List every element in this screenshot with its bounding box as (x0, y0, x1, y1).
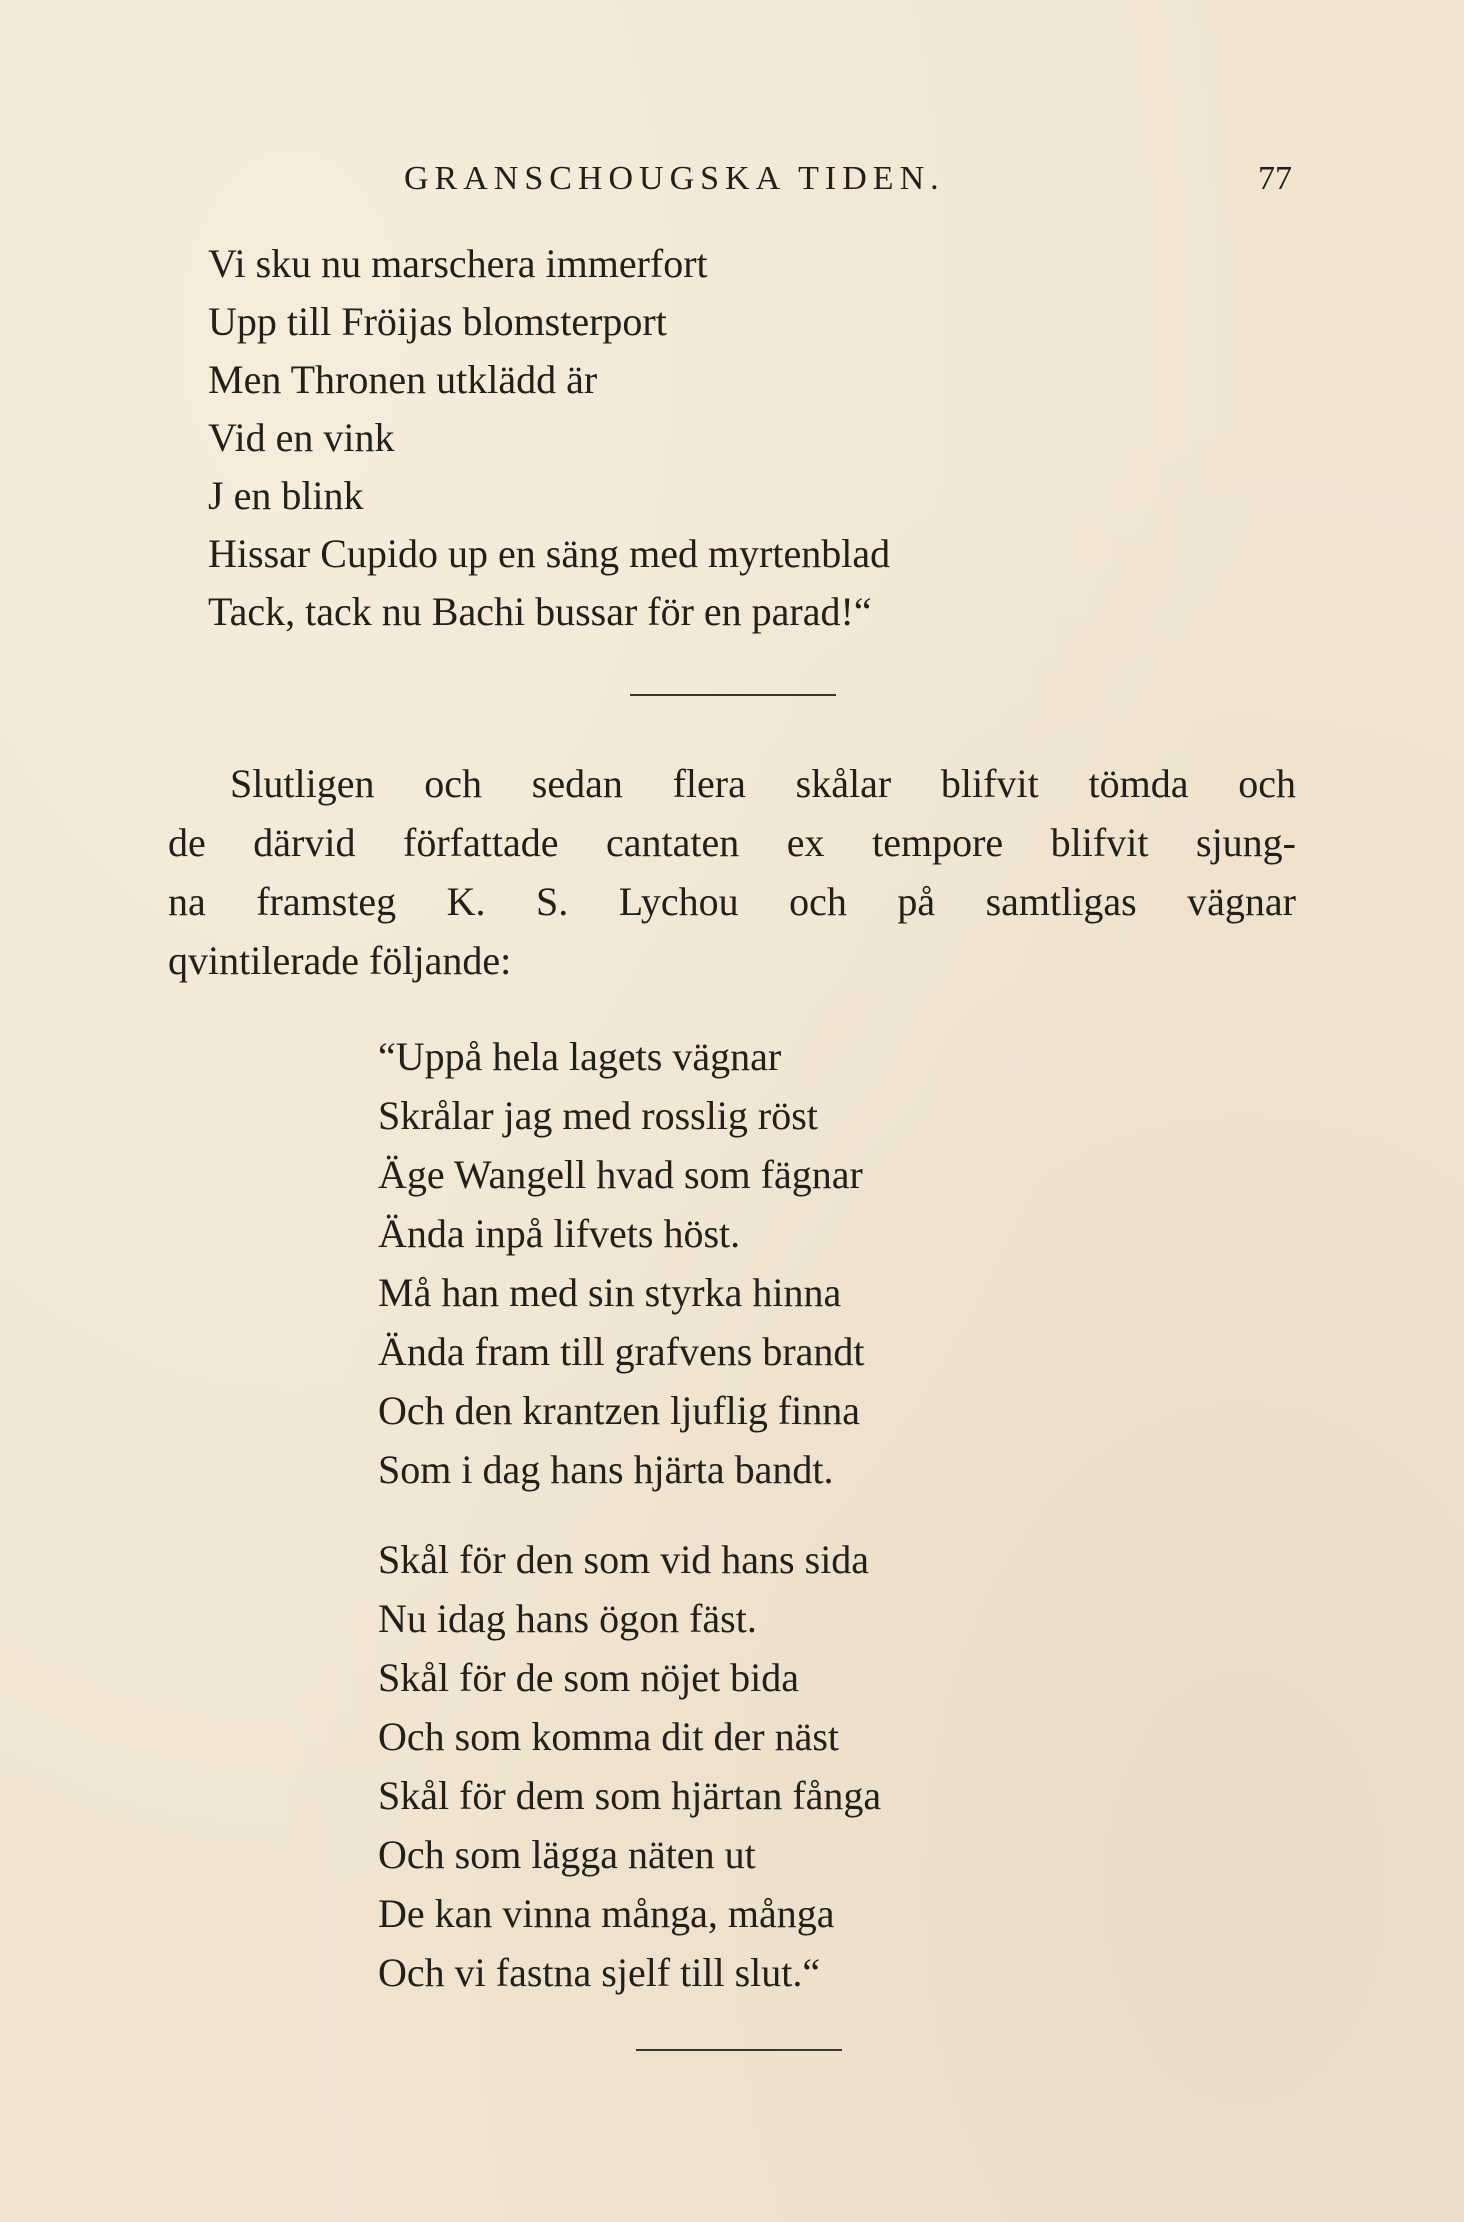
verse-line: Och som lägga näten ut (378, 1832, 756, 1877)
poem-stanza-1 (378, 1027, 865, 1499)
verse-line: Nu idag hans ögon fäst. (378, 1596, 757, 1641)
verse-line: Må han med sin styrka hinna (378, 1270, 842, 1315)
verse-line: Äge Wangell hvad som fägnar (378, 1152, 863, 1197)
verse-line: Men Thronen utklädd är (208, 357, 598, 402)
verse-line: Upp till Fröijas blomsterport (208, 299, 667, 344)
prose-line: na framsteg K. S. Lychou och på samtligas vägnar (168, 879, 1296, 924)
verse-line: Skål för den som vid hans sida (378, 1537, 870, 1582)
prose-line: qvintilerade följande: (168, 938, 512, 983)
verse-line: Som i dag hans hjärta bandt. (378, 1447, 834, 1492)
section-divider (630, 694, 836, 696)
verse-line: Och som komma dit der näst (378, 1714, 840, 1759)
verse-line: Skål för de som nöjet bida (378, 1655, 800, 1700)
verse-line: “Uppå hela lagets vägnar (378, 1034, 782, 1079)
poem-stanza-2 (378, 1530, 881, 2002)
section-divider (636, 2049, 842, 2051)
verse-line: Tack, tack nu Bachi bussar för en parad!“ (208, 589, 872, 634)
verse-line: Skrålar jag med rosslig röst (378, 1093, 818, 1138)
page-number: 77 (1258, 160, 1292, 197)
verse-line: J en blink (208, 473, 364, 518)
prose-paragraph (168, 754, 1296, 990)
verse-line: Ända fram till grafvens brandt (378, 1329, 865, 1374)
verse-line: Vid en vink (208, 415, 395, 460)
prose-line: Slutligen och sedan flera skålar blifvit tömda och (230, 761, 1296, 806)
opening-verse (208, 235, 890, 641)
verse-line: Och vi fastna sjelf till slut.“ (378, 1950, 821, 1995)
prose-line: de därvid författade cantaten ex tempore blifvit sjung- (168, 820, 1296, 865)
verse-line: De kan vinna många, många (378, 1891, 835, 1936)
verse-line: Skål för dem som hjärtan fånga (378, 1773, 882, 1818)
verse-line: Hissar Cupido up en säng med myrtenblad (208, 531, 891, 576)
running-header (404, 160, 1292, 210)
running-title: GRANSCHOUGSKA TIDEN. (404, 160, 945, 197)
verse-line: Och den krantzen ljuflig finna (378, 1388, 861, 1433)
verse-line: Ända inpå lifvets höst. (378, 1211, 741, 1256)
verse-line: Vi sku nu marschera immerfort (208, 241, 708, 286)
